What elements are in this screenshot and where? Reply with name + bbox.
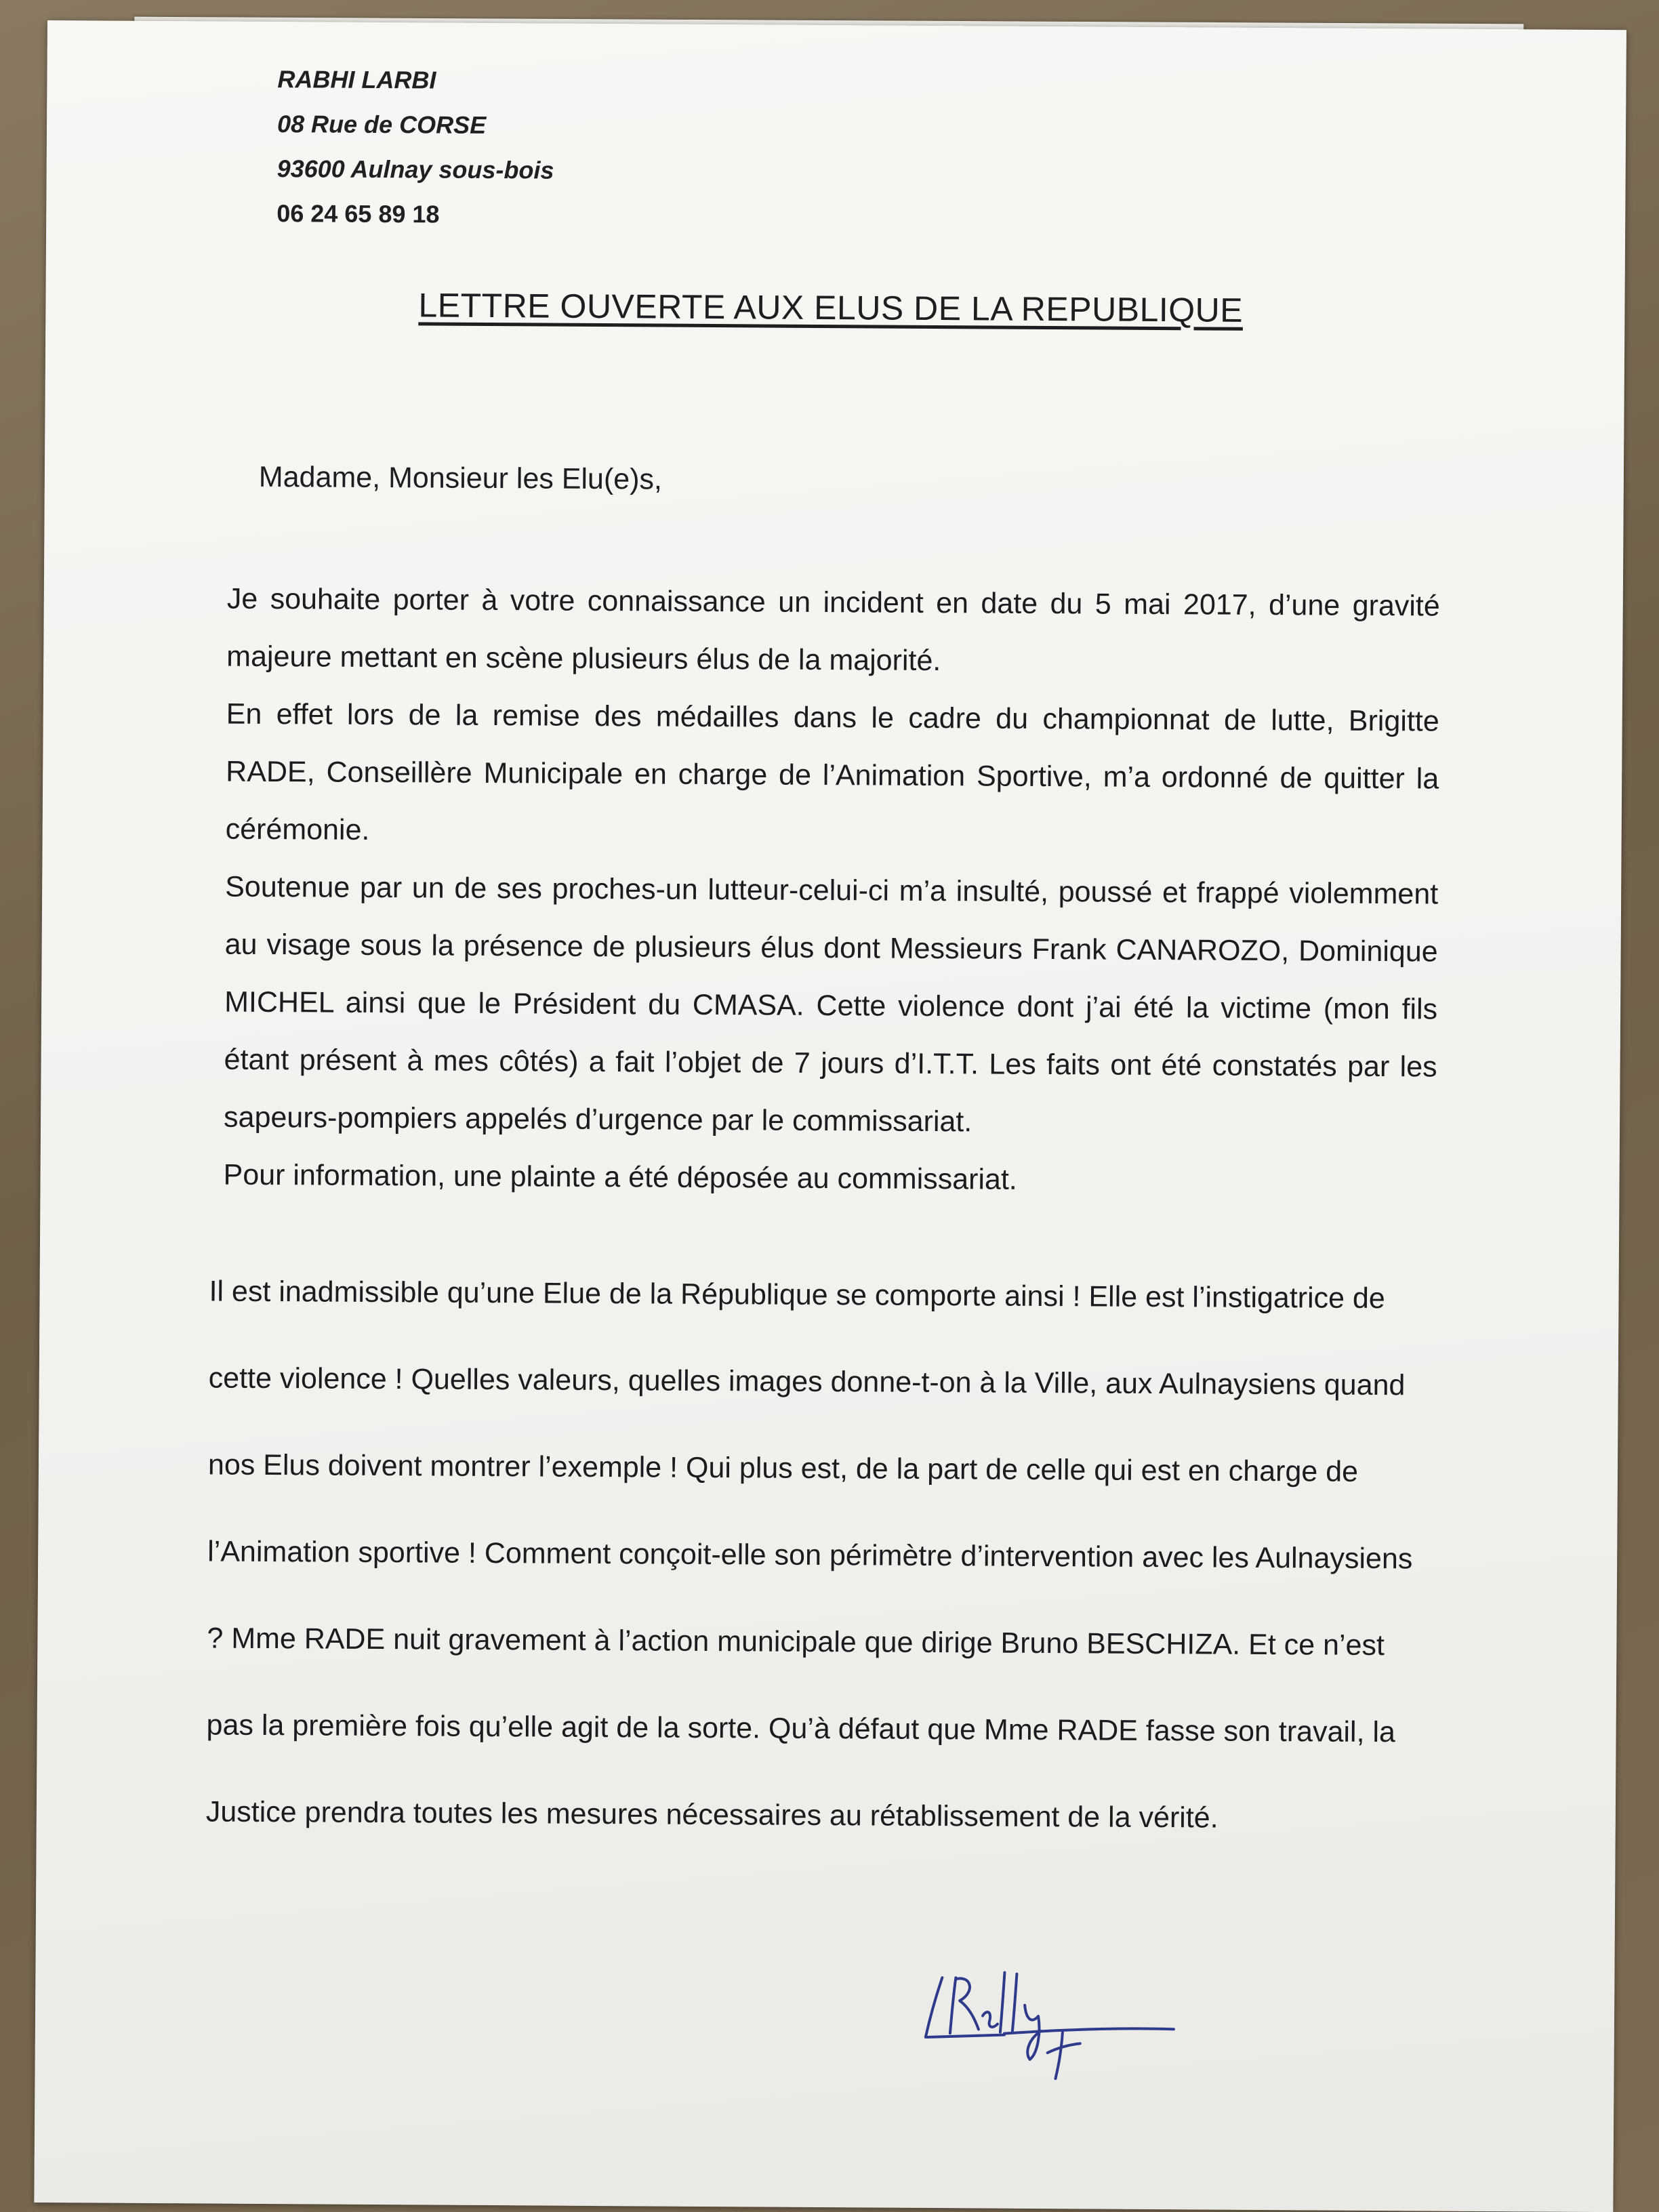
sender-block xyxy=(276,57,554,237)
sender-phone: 06 24 65 89 18 xyxy=(276,199,440,228)
handwritten-signature xyxy=(902,1950,1187,2088)
sender-name: RABHI LARBI xyxy=(277,65,436,94)
paragraph: Soutenue par un de ses proches-un lutteur-celui-ci m’a insulté, poussé et frappé violemment au visage sous la présence de plusieurs élus dont Messieurs Frank CANAROZO, Dominique MICHEL ainsi que le Président du CMASA. Cette violence dont j’ai été la victime (mon fils étant présent à mes côtés) a fait l’objet de 7 jours d’I.T.T. Les faits ont été constatés par les sapeurs-pompiers appelés d’urgence par le commissariat. xyxy=(223,870,1439,1139)
sender-street: 08 Rue de CORSE xyxy=(276,110,487,139)
letter-body xyxy=(223,571,1440,1212)
letter-greeting: Madame, Monsieur les Elu(e)s, xyxy=(258,460,663,496)
letter-closing xyxy=(205,1248,1435,1862)
paragraph: Pour information, une plainte a été déposée au commissariat. xyxy=(223,1158,1017,1196)
paragraph: Je souhaite porter à votre connaissance un incident en date du 5 mai 2017, d’une gravité majeure mettant en scène plusieurs élus de la majorité. xyxy=(226,582,1440,678)
sender-city: 93600 Aulnay sous-bois xyxy=(276,155,554,184)
closing-paragraph: Il est inadmissible qu’une Elue de la République se comporte ainsi ! Elle est l’instigatrice de cette violence ! Quelles valeurs, quelles images donne-t-on à la Ville, aux Aulnaysiens quand nos Elus doivent montrer l’exemple ! Qui plus est, de la part de celle qui est en charge de l’Animation sportive ! Comment conçoit-elle son périmètre d’intervention avec les Aulnaysiens ? Mme RADE nuit gravement à l’action municipale que dirige Bruno BESCHIZA. Et ce n’est pas la première fois qu’elle agit de la sorte. Qu’à défaut que Mme RADE fasse son travail, la Justice prendra toutes les mesures nécessaires au rétablissement de la vérité. xyxy=(205,1275,1413,1835)
paragraph: En effet lors de la remise des médailles dans le cadre du championnat de lutte, Brigitte RADE, Conseillère Municipale en charge de l’Animation Sportive, m’a ordonné de quitter la cérémonie. xyxy=(225,697,1439,846)
letter-title: LETTRE OUVERTE AUX ELUS DE LA REPUBLIQUE xyxy=(418,286,1244,329)
letter-page xyxy=(34,20,1626,2212)
